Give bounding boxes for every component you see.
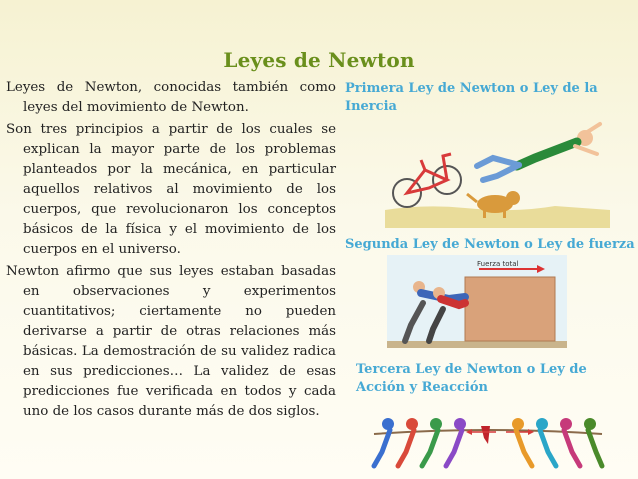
falling-person — [477, 124, 600, 180]
second-law-caption: Segunda Ley de Newton o Ley de fuerza — [345, 237, 635, 252]
right-team — [512, 418, 602, 466]
box — [465, 277, 555, 341]
paragraph-3: Newton afirmo que sus leyes estaban basadas en observaciones y experimentos cuantitativos; ciertamente no pueden derivarse a partir de otras relaciones más básicas. La demostración de su validez radica en sus predicciones… La validez de esas predicciones fue verificada en todos y cada uno de los casos durante más de dos siglos. — [6, 264, 336, 419]
tug-of-war-illustration — [368, 404, 608, 479]
paragraph-2: Son tres principios a partir de los cuales se explican la mayor parte de los problemas planteados por la mecánica, en particular aquellos relativos al movimiento de los cuerpos, que revolucionaron los conceptos básicos de la física y el movimiento de los cuerpos en el universo. — [6, 122, 336, 257]
slide-title: Leyes de Newton — [223, 48, 415, 72]
force-label: Fuerza total — [477, 260, 519, 268]
floor — [387, 341, 567, 348]
left-team — [374, 418, 466, 466]
body-text — [6, 78, 336, 424]
third-law-caption: Tercera Ley de Newton o Ley de Acción y Reacción — [356, 362, 587, 395]
rope-flag — [481, 426, 490, 444]
first-law-caption: Primera Ley de Newton o Ley de la Inercia — [345, 81, 598, 114]
paragraph-1: Leyes de Newton, conocidas también como leyes del movimiento de Newton. — [6, 80, 336, 115]
cyclist-falling-dog-illustration — [385, 118, 610, 228]
people-pushing-box-illustration — [387, 255, 567, 348]
bicycle — [393, 154, 461, 207]
